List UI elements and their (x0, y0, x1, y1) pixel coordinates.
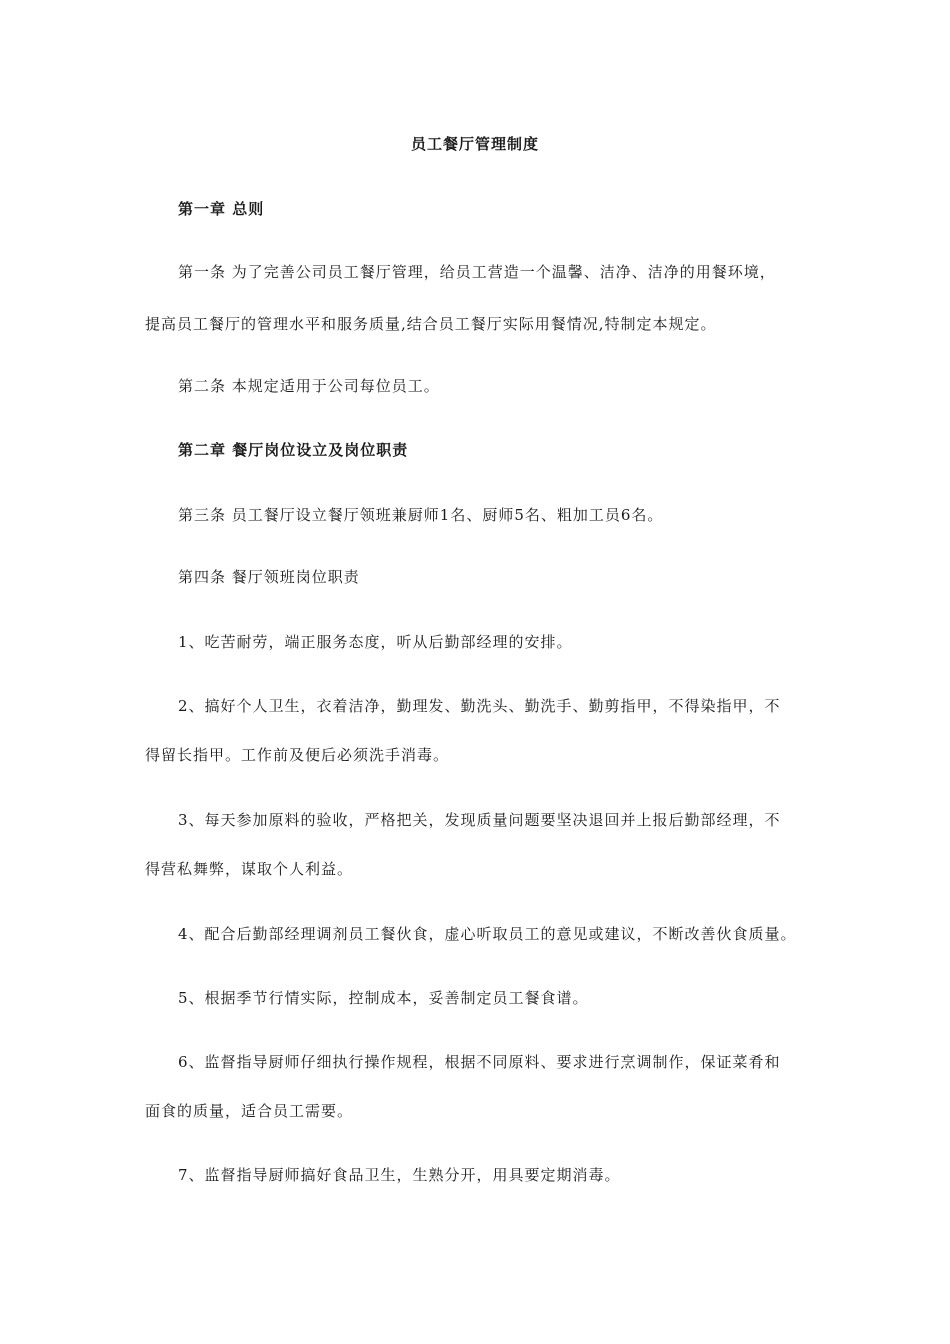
duty-item-7: 7、监督指导厨师搞好食品卫生，生熟分开，用具要定期消毒。 (178, 1166, 621, 1184)
duty-item-3-line-1: 3、每天参加原料的验收，严格把关，发现质量问题要坚决退回并上报后勤部经理，不 (178, 811, 781, 829)
article-3: 第三条 员工餐厅设立餐厅领班兼厨师1名、厨师5名、粗加工员6名。 (178, 506, 664, 524)
duty-item-1: 1、吃苦耐劳，端正服务态度，听从后勤部经理的安排。 (178, 633, 573, 651)
document-title: 员工餐厅管理制度 (410, 135, 539, 153)
duty-item-5: 5、根据季节行情实际，控制成本，妥善制定员工餐食谱。 (178, 989, 589, 1007)
article-1-line-1: 第一条 为了完善公司员工餐厅管理，给员工营造一个温馨、洁净、洁净的用餐环境， (178, 263, 776, 281)
article-4: 第四条 餐厅领班岗位职责 (178, 568, 360, 586)
duty-item-6-line-1: 6、监督指导厨师仔细执行操作规程，根据不同原料、要求进行烹调制作，保证菜肴和 (178, 1053, 781, 1071)
duty-item-6-line-2: 面食的质量，适合员工需要。 (145, 1102, 354, 1120)
duty-item-4: 4、配合后勤部经理调剂员工餐伙食，虚心听取员工的意见或建议，不断改善伙食质量。 (178, 925, 797, 943)
article-2: 第二条 本规定适用于公司每位员工。 (178, 377, 440, 395)
duty-item-2-line-1: 2、搞好个人卫生，衣着洁净，勤理发、勤洗头、勤洗手、勤剪指甲，不得染指甲，不 (178, 697, 781, 715)
chapter-heading: 第一章 总则 (178, 200, 265, 218)
article-1-line-2: 提高员工餐厅的管理水平和服务质量,结合员工餐厅实际用餐情况,特制定本规定。 (145, 315, 717, 333)
chapter-heading: 第二章 餐厅岗位设立及岗位职责 (178, 441, 409, 459)
duty-item-3-line-2: 得营私舞弊，谋取个人利益。 (145, 860, 354, 878)
duty-item-2-line-2: 得留长指甲。工作前及便后必须洗手消毒。 (145, 746, 450, 764)
